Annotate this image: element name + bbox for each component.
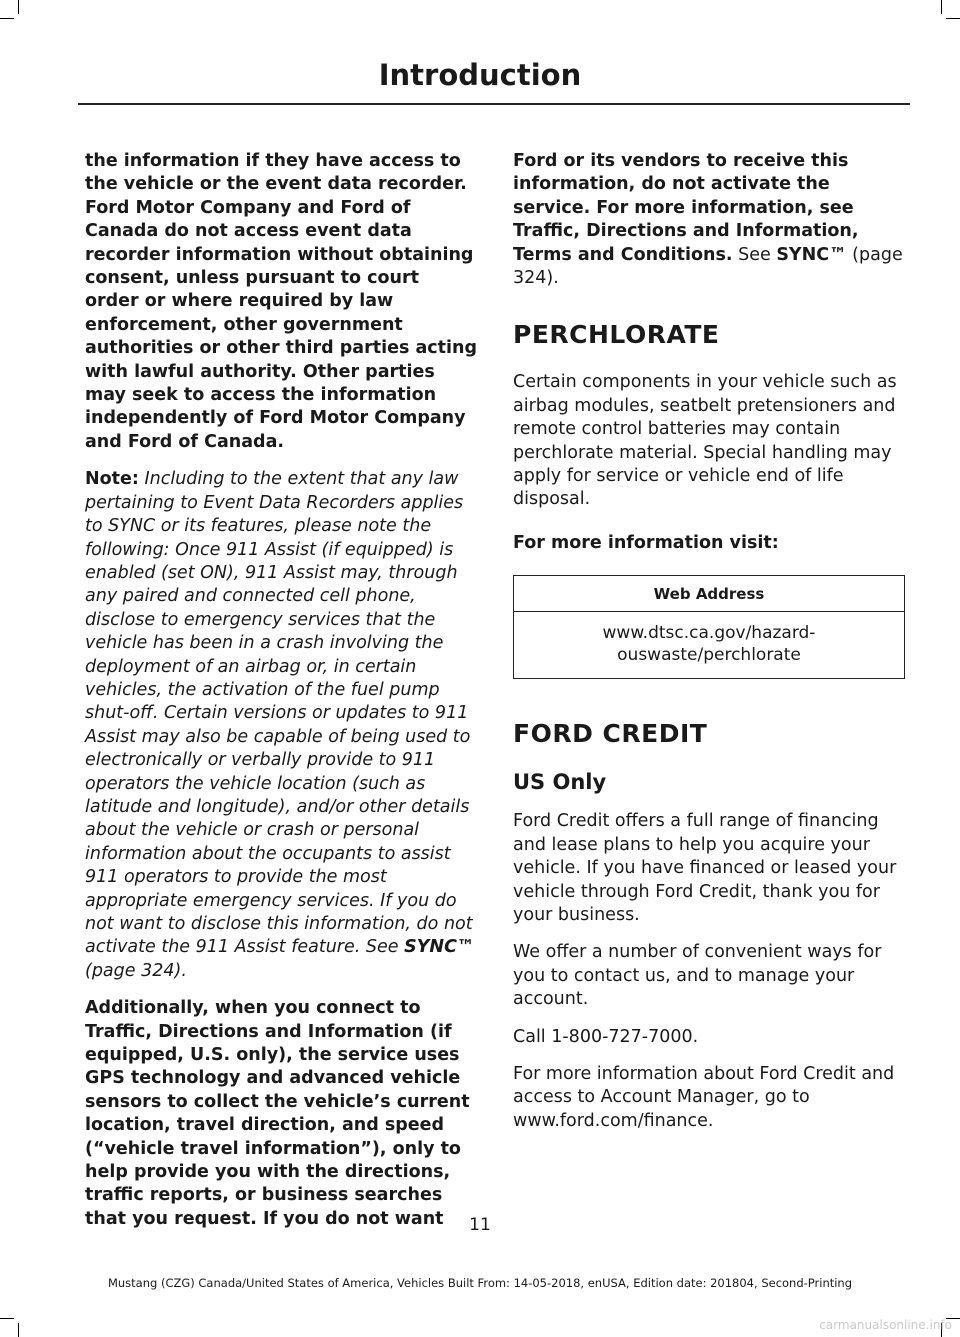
url-line-2: ouswaste/perchlorate — [617, 645, 801, 666]
page-number: 11 — [469, 1215, 491, 1235]
sync-link[interactable]: SYNC™ — [404, 937, 475, 958]
crop-mark — [946, 18, 960, 19]
credit-paragraph-2: We offer a number of convenient ways for you to contact us, and to manage your account. — [513, 942, 882, 1010]
left-column — [85, 150, 477, 1245]
url-line-1: www.dtsc.ca.gov/hazard- — [602, 623, 816, 644]
credit-paragraph-4: For more information about Ford Credit and access to Account Manager, go to www.ford.com/finance. — [513, 1063, 895, 1131]
note-text: Including to the extent that any law pertaining to Event Data Recorders applies to SYNC or its features, please note the following: Once 911 Assist (if equipped) is enabled (set ON), 911 Assist may, through any paired and connected cell phone, disclose to emergency services that the vehicle has been in a crash involving the deployment of an airbag or, in certain vehicles, the activation of the fuel pump shut-off. Certain versions or updates to 911 Assist may also be capable of being used to electronically or verbally provide to 911 operators the vehicle location (such as latitude and longitude), and/or other details about the vehicle or crash or personal information about the occupants to assist 911 operators to provide the most appropriate emergency services. If you do not want to disclose this information, do not activate the 911 Assist feature. — [85, 469, 473, 958]
page-title: Introduction — [378, 58, 582, 92]
continuation-paragraph — [513, 150, 909, 290]
note-see: See — [365, 937, 399, 958]
note-label: Note: — [85, 469, 139, 490]
traffic-paragraph: Additionally, when you connect to Traffic, Directions and Information (if equipped, U.S. only), the service uses GPS technology and advanced vehicle sensors to collect the vehicle’s current location, travel direction, and speed (“vehicle travel information”), only to help provide you with the directions, traffic reports, or business searches that you request. If you do not want — [85, 998, 470, 1229]
page-reference: (page 324). — [85, 960, 187, 981]
more-info-label: For more information visit: — [513, 532, 779, 553]
ford-credit-heading: FORD CREDIT — [513, 719, 708, 749]
crop-mark — [18, 1323, 19, 1337]
us-only-heading: US Only — [513, 770, 607, 795]
table-cell-url[interactable] — [514, 612, 905, 679]
continuation-text: Ford or its vendors to receive this information, do not activate the service. For more information, see Traffic, Directions and Information, Terms and Conditions. — [513, 151, 859, 265]
right-column — [513, 150, 909, 1147]
header-divider — [78, 103, 910, 105]
privacy-paragraph: the information if they have access to the vehicle or the event data recorder. Ford Motor Company and Ford of Canada do not access event data recorder information without obtaining consent, unless pursuant to court order or where required by law enforcement, other government authorities or other third parties acting with lawful authority. Other parties may seek to access the information independently of Ford Motor Company and Ford of Canada. — [85, 151, 477, 452]
crop-mark — [941, 0, 942, 14]
table-header: Web Address — [514, 576, 905, 612]
credit-paragraph-1: Ford Credit offers a full range of financing and lease plans to help you acquire your vehicle. If you have financed or leased your vehicle through Ford Credit, thank you for your business. — [513, 811, 897, 925]
crop-mark — [0, 18, 14, 19]
perchlorate-paragraph: Certain components in your vehicle such as airbag modules, seatbelt pretensioners and remote control batteries may contain perchlorate material. Special handling may apply for service or vehicle end of life disposal. — [513, 372, 897, 510]
cont-see: See — [738, 244, 771, 265]
footer-text: Mustang (CZG) Canada/United States of America, Vehicles Built From: 14-05-2018, enUSA, Edition date: 201804, Second-Printing — [107, 1276, 853, 1290]
watermark: carmanualsonline.info — [819, 1318, 952, 1332]
sync-link[interactable]: SYNC™ — [776, 244, 847, 265]
perchlorate-heading: PERCHLORATE — [513, 320, 720, 350]
credit-paragraph-3: Call 1-800-727-7000. — [513, 1026, 699, 1047]
note-paragraph — [85, 468, 477, 983]
page-reference: (page 324). — [513, 244, 903, 289]
web-address-table — [513, 575, 905, 679]
crop-mark — [18, 0, 19, 14]
crop-mark — [0, 1318, 14, 1319]
